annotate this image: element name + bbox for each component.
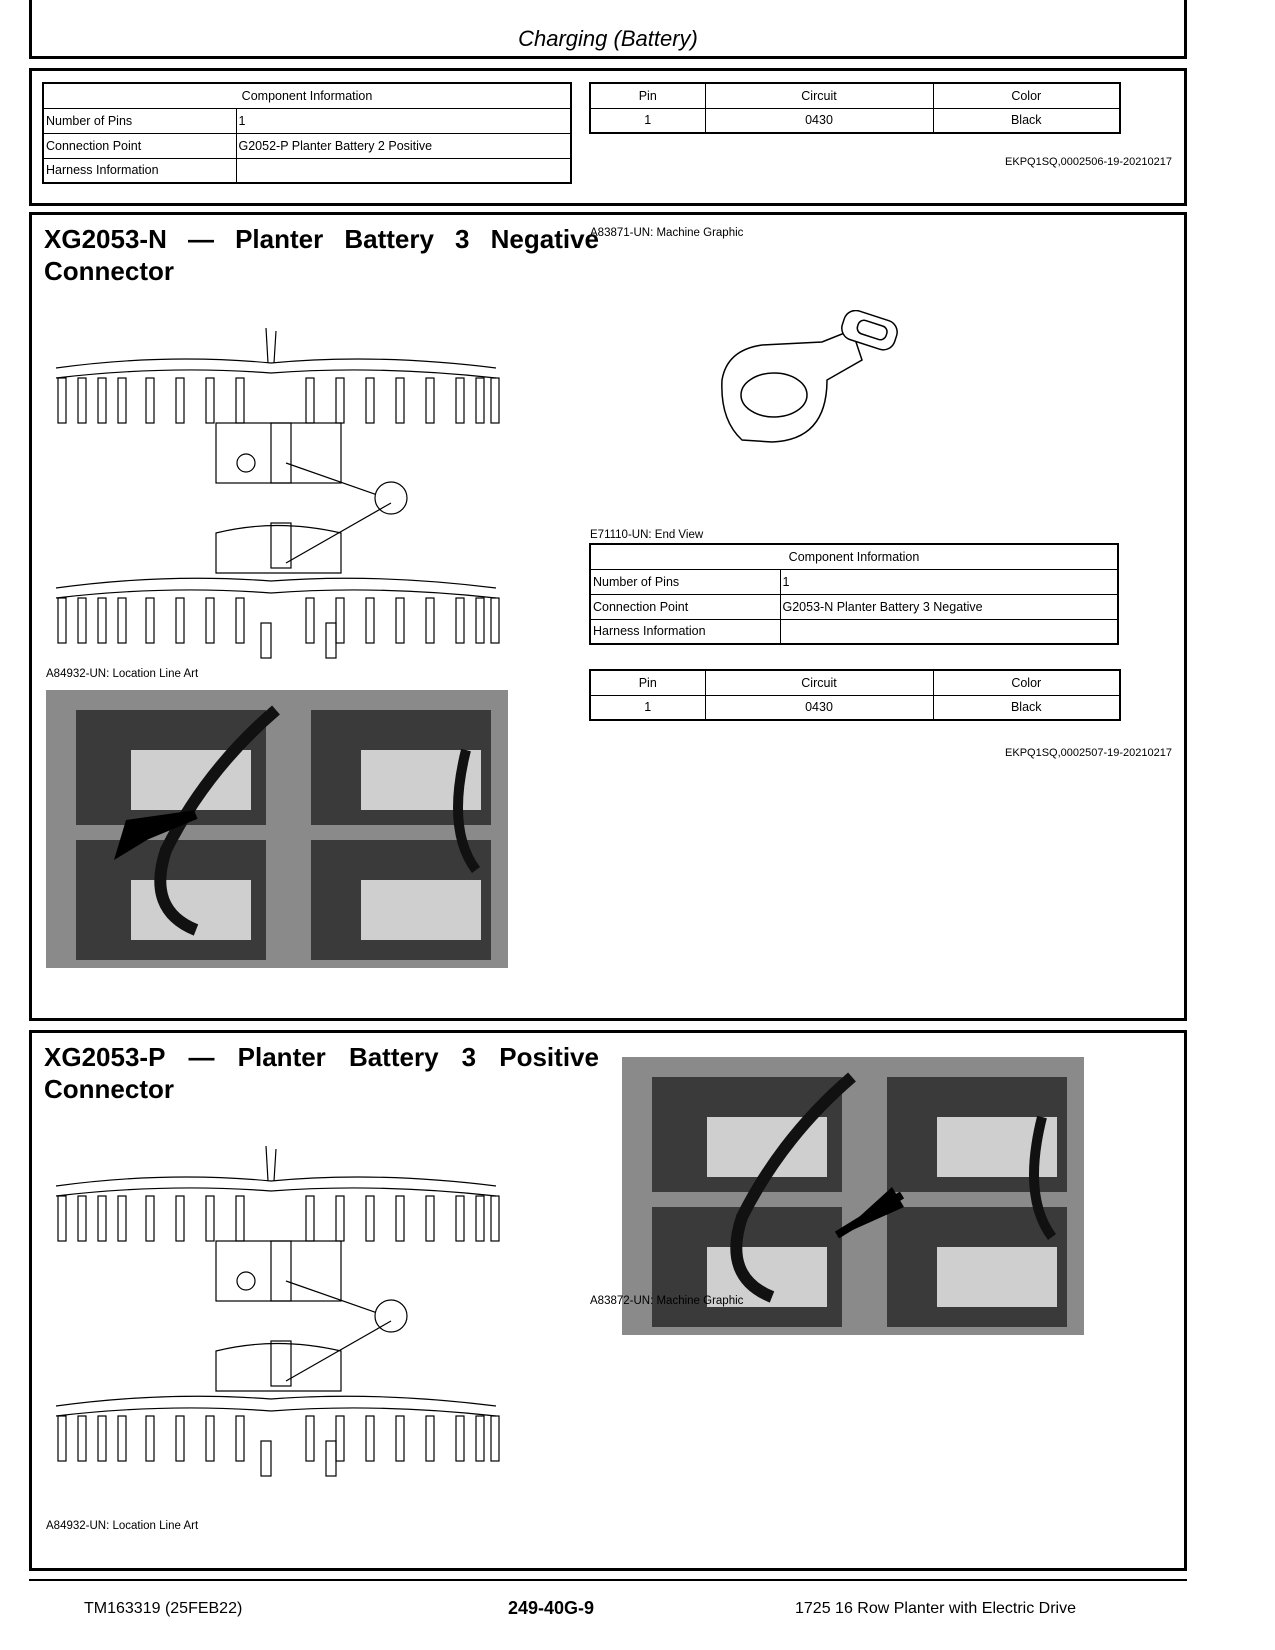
title-word: Battery	[344, 224, 434, 254]
title-word: —	[188, 1042, 215, 1072]
product-name: 1725 16 Row Planter with Electric Drive	[795, 1600, 1077, 1617]
page-title: Charging (Battery)	[518, 26, 698, 51]
machine-graphic-caption: A83871-UN: Machine Graphic	[590, 227, 744, 239]
component-info-table	[589, 543, 1119, 645]
end-view-caption: E71110-UN: End View	[590, 529, 704, 541]
page-number: 249-40G-9	[508, 1598, 595, 1618]
row-label: Connection Point	[590, 594, 780, 619]
circuit-header: Circuit	[705, 83, 933, 108]
ring-terminal-drawing	[712, 310, 942, 450]
table-row	[590, 569, 1118, 594]
section-g2052-p	[29, 68, 1187, 206]
row-label: Number of Pins	[590, 569, 780, 594]
battery-photo	[46, 690, 508, 968]
title-word: 3	[461, 1042, 477, 1072]
footer-rule	[29, 1579, 1187, 1581]
title-word: Negative	[490, 224, 599, 254]
circuit-value: 0430	[705, 108, 933, 133]
row-value: G2052-P Planter Battery 2 Positive	[236, 133, 571, 158]
title-word: Positive	[499, 1042, 599, 1072]
manual-id: TM163319 (25FEB22)	[84, 1600, 243, 1617]
reference-id: EKPQ1SQ,0002507-19-20210217	[1005, 747, 1172, 759]
pin-table	[589, 669, 1121, 721]
pin-header: Pin	[590, 670, 705, 695]
row-value	[780, 619, 1118, 644]
header-box	[29, 0, 1187, 59]
row-label: Connection Point	[43, 133, 236, 158]
color-header: Color	[933, 83, 1120, 108]
color-header: Color	[933, 670, 1120, 695]
reference-id: EKPQ1SQ,0002506-19-20210217	[1005, 156, 1172, 168]
table-heading: Component Information	[43, 83, 571, 108]
title-word: Planter	[235, 224, 324, 254]
table-row	[590, 594, 1118, 619]
location-line-art	[46, 1141, 516, 1481]
title-line-2: Connector	[44, 1074, 174, 1104]
title-line-2: Connector	[44, 256, 174, 286]
table-row	[590, 695, 1120, 720]
machine-graphic-caption: A83872-UN: Machine Graphic	[590, 1295, 744, 1307]
battery-photo	[622, 1057, 1084, 1335]
section-title	[44, 223, 599, 287]
table-row	[43, 133, 571, 158]
line-art-caption: A84932-UN: Location Line Art	[46, 1520, 199, 1532]
pin-table	[589, 82, 1121, 134]
circuit-header: Circuit	[705, 670, 933, 695]
table-row	[43, 158, 571, 183]
section-xg2053-p	[29, 1030, 1187, 1571]
component-info-table	[42, 82, 572, 184]
color-value: Black	[933, 108, 1120, 133]
row-value: 1	[780, 569, 1118, 594]
table-heading: Component Information	[590, 544, 1118, 569]
location-line-art	[46, 323, 516, 663]
title-word: XG2053-P	[44, 1042, 166, 1072]
row-value: G2053-N Planter Battery 3 Negative	[780, 594, 1118, 619]
row-value: 1	[236, 108, 571, 133]
title-word: 3	[455, 224, 470, 254]
circuit-value: 0430	[705, 695, 933, 720]
table-row	[43, 108, 571, 133]
row-label: Harness Information	[590, 619, 780, 644]
pin-value: 1	[590, 695, 705, 720]
title-word: Planter	[237, 1042, 326, 1072]
pin-value: 1	[590, 108, 705, 133]
row-label: Number of Pins	[43, 108, 236, 133]
table-row	[590, 619, 1118, 644]
line-art-caption: A84932-UN: Location Line Art	[46, 668, 199, 680]
title-word: —	[187, 224, 214, 254]
row-value	[236, 158, 571, 183]
section-title	[44, 1041, 599, 1105]
table-row	[590, 108, 1120, 133]
section-xg2053-n	[29, 212, 1187, 1021]
row-label: Harness Information	[43, 158, 236, 183]
pin-header: Pin	[590, 83, 705, 108]
title-word: XG2053-N	[44, 224, 167, 254]
color-value: Black	[933, 695, 1120, 720]
title-word: Battery	[348, 1042, 439, 1072]
